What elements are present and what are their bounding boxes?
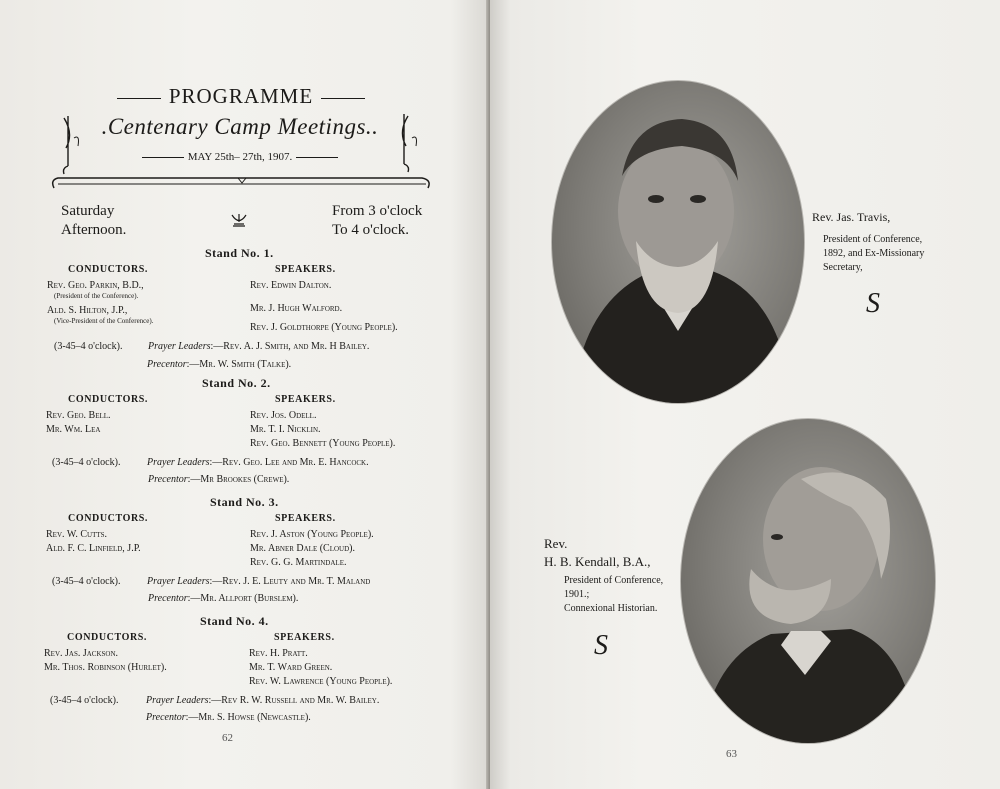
stand-1-conductor-note: (Vice-President of the Conference). <box>54 317 154 325</box>
kendall-caption-line: 1901.; <box>564 589 590 600</box>
stand-1-speaker: Rev. Edwin Dalton. <box>250 280 332 291</box>
stand-4-time: (3-45–4 o'clock). <box>50 695 119 706</box>
stand-4-precentor: Precentor:—Mr. S. Howse (Newcastle). <box>146 712 311 723</box>
s-ornament-icon: S <box>866 288 880 319</box>
stand-4-speaker: Mr. T. Ward Green. <box>249 662 333 673</box>
page-right <box>490 0 1000 789</box>
portrait-kendall <box>680 418 936 744</box>
stand-4-conductors-label: CONDUCTORS. <box>67 632 148 643</box>
stand-2-prayer-leaders: Prayer Leaders:—Rev. Geo. Lee and Mr. E. Hancock. <box>147 457 369 468</box>
travis-name: Rev. Jas. Travis, <box>812 210 891 224</box>
stand-2-speaker: Mr. T. I. Nicklin. <box>250 424 321 435</box>
stand-1-precentor: Precentor:—Mr. W. Smith (Talke). <box>147 359 292 370</box>
stand-1-conductor: Rev. Geo. Parkin, B.D., <box>47 280 144 291</box>
stand-4-speaker: Rev. H. Pratt. <box>249 648 308 659</box>
page-number-right: 63 <box>726 748 737 760</box>
travis-caption-line: President of Conference, <box>823 234 923 245</box>
stand-1-speakers-label: SPEAKERS. <box>275 264 336 275</box>
stand-3-prayer-leaders: Prayer Leaders:—Rev. J. E. Leuty and Mr. T. Maland <box>147 576 371 587</box>
stand-1-speaker: Mr. J. Hugh Walford. <box>250 303 343 314</box>
portrait-kendall-figure <box>681 419 935 743</box>
tulip-ornament-icon <box>230 212 248 228</box>
stand-4-prayer-leaders: Prayer Leaders:—Rev R. W. Russell and Mr. W. Bailey. <box>146 695 380 706</box>
stand-3-time: (3-45–4 o'clock). <box>52 576 121 587</box>
stand-3-conductors-label: CONDUCTORS. <box>68 513 149 524</box>
stand-3-precentor: Precentor:—Mr. Allport (Burslem). <box>148 593 299 604</box>
portrait-travis <box>551 80 805 404</box>
stand-3-conductor: Ald. F. C. Linfield, J.P. <box>46 543 141 554</box>
stand-2-conductor: Mr. Wm. Lea <box>46 424 101 435</box>
stand-3-speakers-label: SPEAKERS. <box>275 513 336 524</box>
portrait-travis-figure <box>552 81 804 403</box>
stand-4-speakers-label: SPEAKERS. <box>274 632 335 643</box>
stand-1-conductors-label: CONDUCTORS. <box>68 264 149 275</box>
stand-4-heading: Stand No. 4. <box>200 614 269 628</box>
stand-1-conductor-note: (President of the Conference). <box>54 292 139 300</box>
stand-1-time: (3-45–4 o'clock). <box>54 341 123 352</box>
stand-4-conductor: Mr. Thos. Robinson (Hurlet). <box>44 662 167 673</box>
page-title: .Centenary Camp Meetings.. <box>101 114 379 139</box>
travis-caption-line: Secretary, <box>823 262 863 273</box>
s-ornament-icon: S <box>594 630 608 661</box>
stand-3-conductor: Rev. W. Cutts. <box>46 529 108 540</box>
stand-4-conductor: Rev. Jas. Jackson. <box>44 648 119 659</box>
stand-4-speaker: Rev. W. Lawrence (Young People). <box>249 676 393 687</box>
schedule-day: Saturday Afternoon. <box>61 203 127 238</box>
stand-3-speaker: Mr. Abner Dale (Cloud). <box>250 543 355 554</box>
schedule-time: From 3 o'clock To 4 o'clock. <box>332 203 423 238</box>
programme-heading: PROGRAMME <box>95 84 387 109</box>
kendall-name: H. B. Kendall, B.A., <box>544 554 651 569</box>
stand-1-prayer-leaders: Prayer Leaders:—Rev. A. J. Smith, and Mr. H Bailey. <box>148 341 370 352</box>
stand-2-time: (3-45–4 o'clock). <box>52 457 121 468</box>
stand-1-heading: Stand No. 1. <box>205 246 274 260</box>
page-left <box>0 0 490 789</box>
stand-2-heading: Stand No. 2. <box>202 376 271 390</box>
stand-3-speaker: Rev. G. G. Martindale. <box>250 557 347 568</box>
event-dates: MAY 25th– 27th, 1907. <box>120 151 360 163</box>
stand-3-speaker: Rev. J. Aston (Young People). <box>250 529 374 540</box>
kendall-title: Rev. <box>544 536 568 551</box>
kendall-caption-line: Connexional Historian. <box>564 603 658 614</box>
travis-caption-line: 1892, and Ex-Missionary <box>823 248 925 259</box>
stand-2-conductors-label: CONDUCTORS. <box>68 394 149 405</box>
stand-2-speaker: Rev. Geo. Bennett (Young People). <box>250 438 396 449</box>
kendall-caption-line: President of Conference, <box>564 575 664 586</box>
stand-2-speakers-label: SPEAKERS. <box>275 394 336 405</box>
stand-1-speaker: Rev. J. Goldthorpe (Young People). <box>250 322 398 333</box>
stand-2-speaker: Rev. Jos. Odell. <box>250 410 317 421</box>
page-number-left: 62 <box>222 732 233 744</box>
stand-2-conductor: Rev. Geo. Bell. <box>46 410 111 421</box>
stand-1-conductor: Ald. S. Hilton, J.P., <box>47 305 128 316</box>
stand-3-heading: Stand No. 3. <box>210 495 279 509</box>
stand-2-precentor: Precentor:—Mr Brookes (Crewe). <box>148 474 290 485</box>
